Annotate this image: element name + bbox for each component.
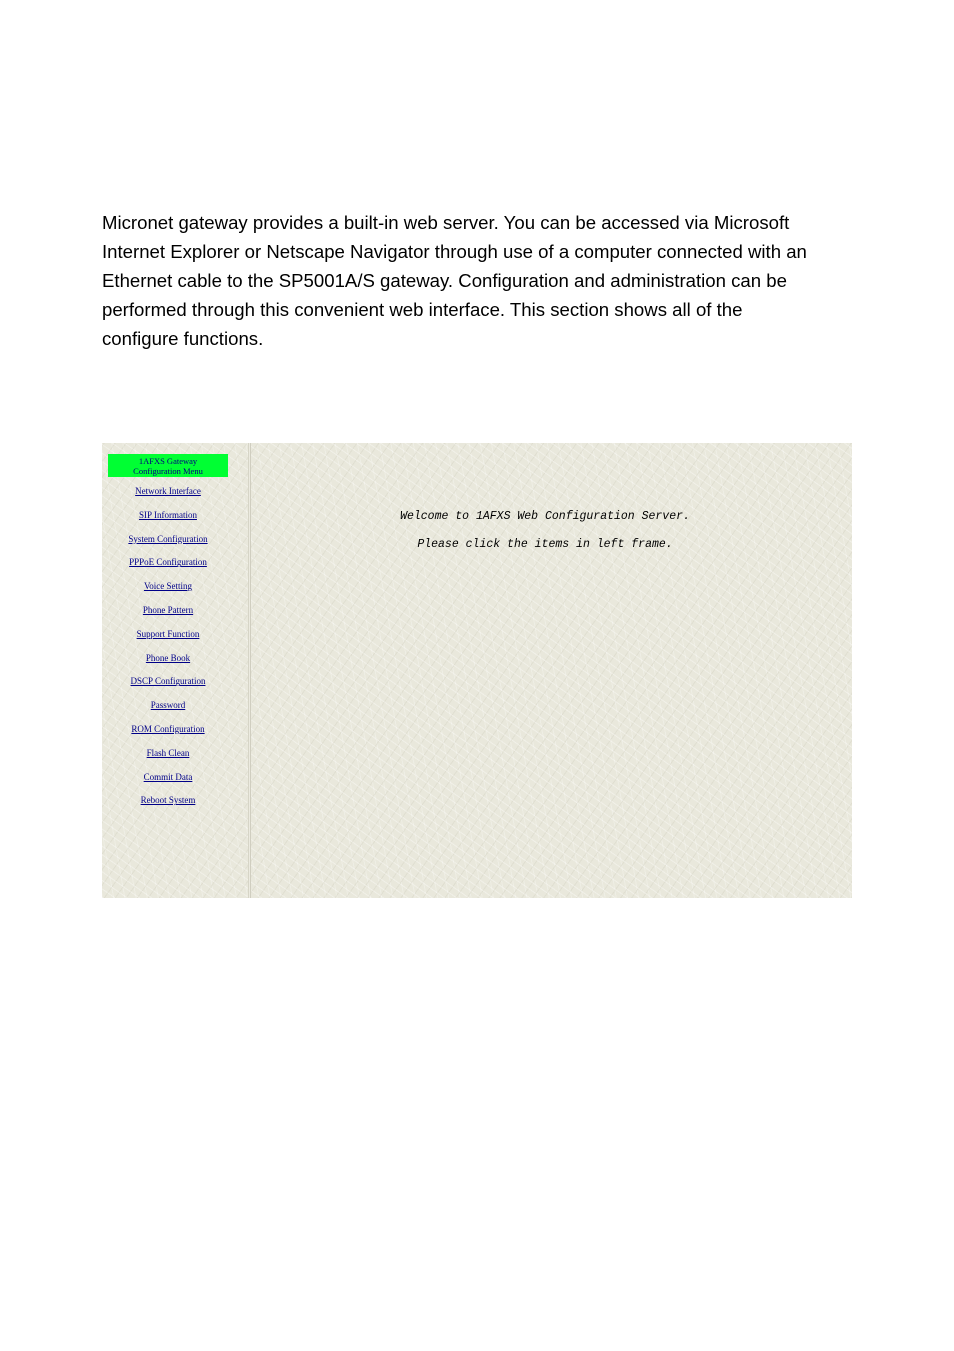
menu-link-pppoe-configuration[interactable]: PPPoE Configuration [129, 557, 207, 568]
intro-line: Micronet gateway provides a built-in web server. You can be accessed via Microsoft [102, 212, 790, 233]
menu-link-dscp-configuration[interactable]: DSCP Configuration [130, 676, 206, 687]
menu-item [102, 673, 234, 697]
menu-item [102, 721, 234, 745]
welcome-text: Welcome to 1AFXS Web Configuration Server. [400, 510, 690, 523]
menu-link-rom-configuration[interactable]: ROM Configuration [131, 723, 205, 734]
intro-paragraph [102, 208, 842, 353]
menu-item [102, 602, 234, 626]
menu-link-voice-setting[interactable]: Voice Setting [143, 581, 193, 592]
menu-item [102, 483, 234, 507]
menu-header-line: Configuration Menu [133, 466, 203, 476]
intro-line: performed through this convenient web interface. This section shows all of the [102, 299, 743, 320]
menu-link-password[interactable]: Password [150, 700, 186, 711]
menu-link-network-interface[interactable]: Network Interface [135, 486, 201, 496]
menu-link-support-function[interactable]: Support Function [136, 628, 200, 639]
main-frame-message [251, 503, 839, 559]
menu-header [108, 454, 228, 477]
menu-item [102, 650, 234, 674]
menu-header-line: 1AFXS Gateway [138, 456, 198, 466]
menu-item [102, 745, 234, 769]
instruction-text: Please click the items in left frame. [417, 538, 673, 551]
intro-line: Ethernet cable to the SP5001A/S gateway. Configuration and administration can be [102, 270, 787, 291]
menu-item [102, 769, 234, 793]
web-config-screenshot [102, 443, 852, 898]
menu-link-phone-book[interactable]: Phone Book [145, 652, 191, 663]
menu-link-commit-data[interactable]: Commit Data [143, 771, 193, 782]
menu-item [102, 578, 234, 602]
menu-link-phone-pattern[interactable]: Phone Pattern [142, 604, 194, 615]
menu-link-sip-information[interactable]: SIP Information [139, 509, 197, 520]
menu-item [102, 626, 234, 650]
menu-item [102, 507, 234, 531]
menu-item [102, 792, 234, 816]
config-menu [102, 483, 234, 816]
menu-link-flash-clean[interactable]: Flash Clean [146, 747, 190, 758]
menu-link-system-configuration[interactable]: System Configuration [128, 533, 208, 544]
left-menu-frame [102, 443, 248, 898]
menu-item [102, 697, 234, 721]
menu-item [102, 554, 234, 578]
menu-link-reboot-system[interactable]: Reboot System [140, 795, 196, 806]
menu-item [102, 531, 234, 555]
intro-line: Internet Explorer or Netscape Navigator through use of a computer connected with an [102, 241, 807, 262]
intro-line: configure functions. [102, 328, 264, 349]
